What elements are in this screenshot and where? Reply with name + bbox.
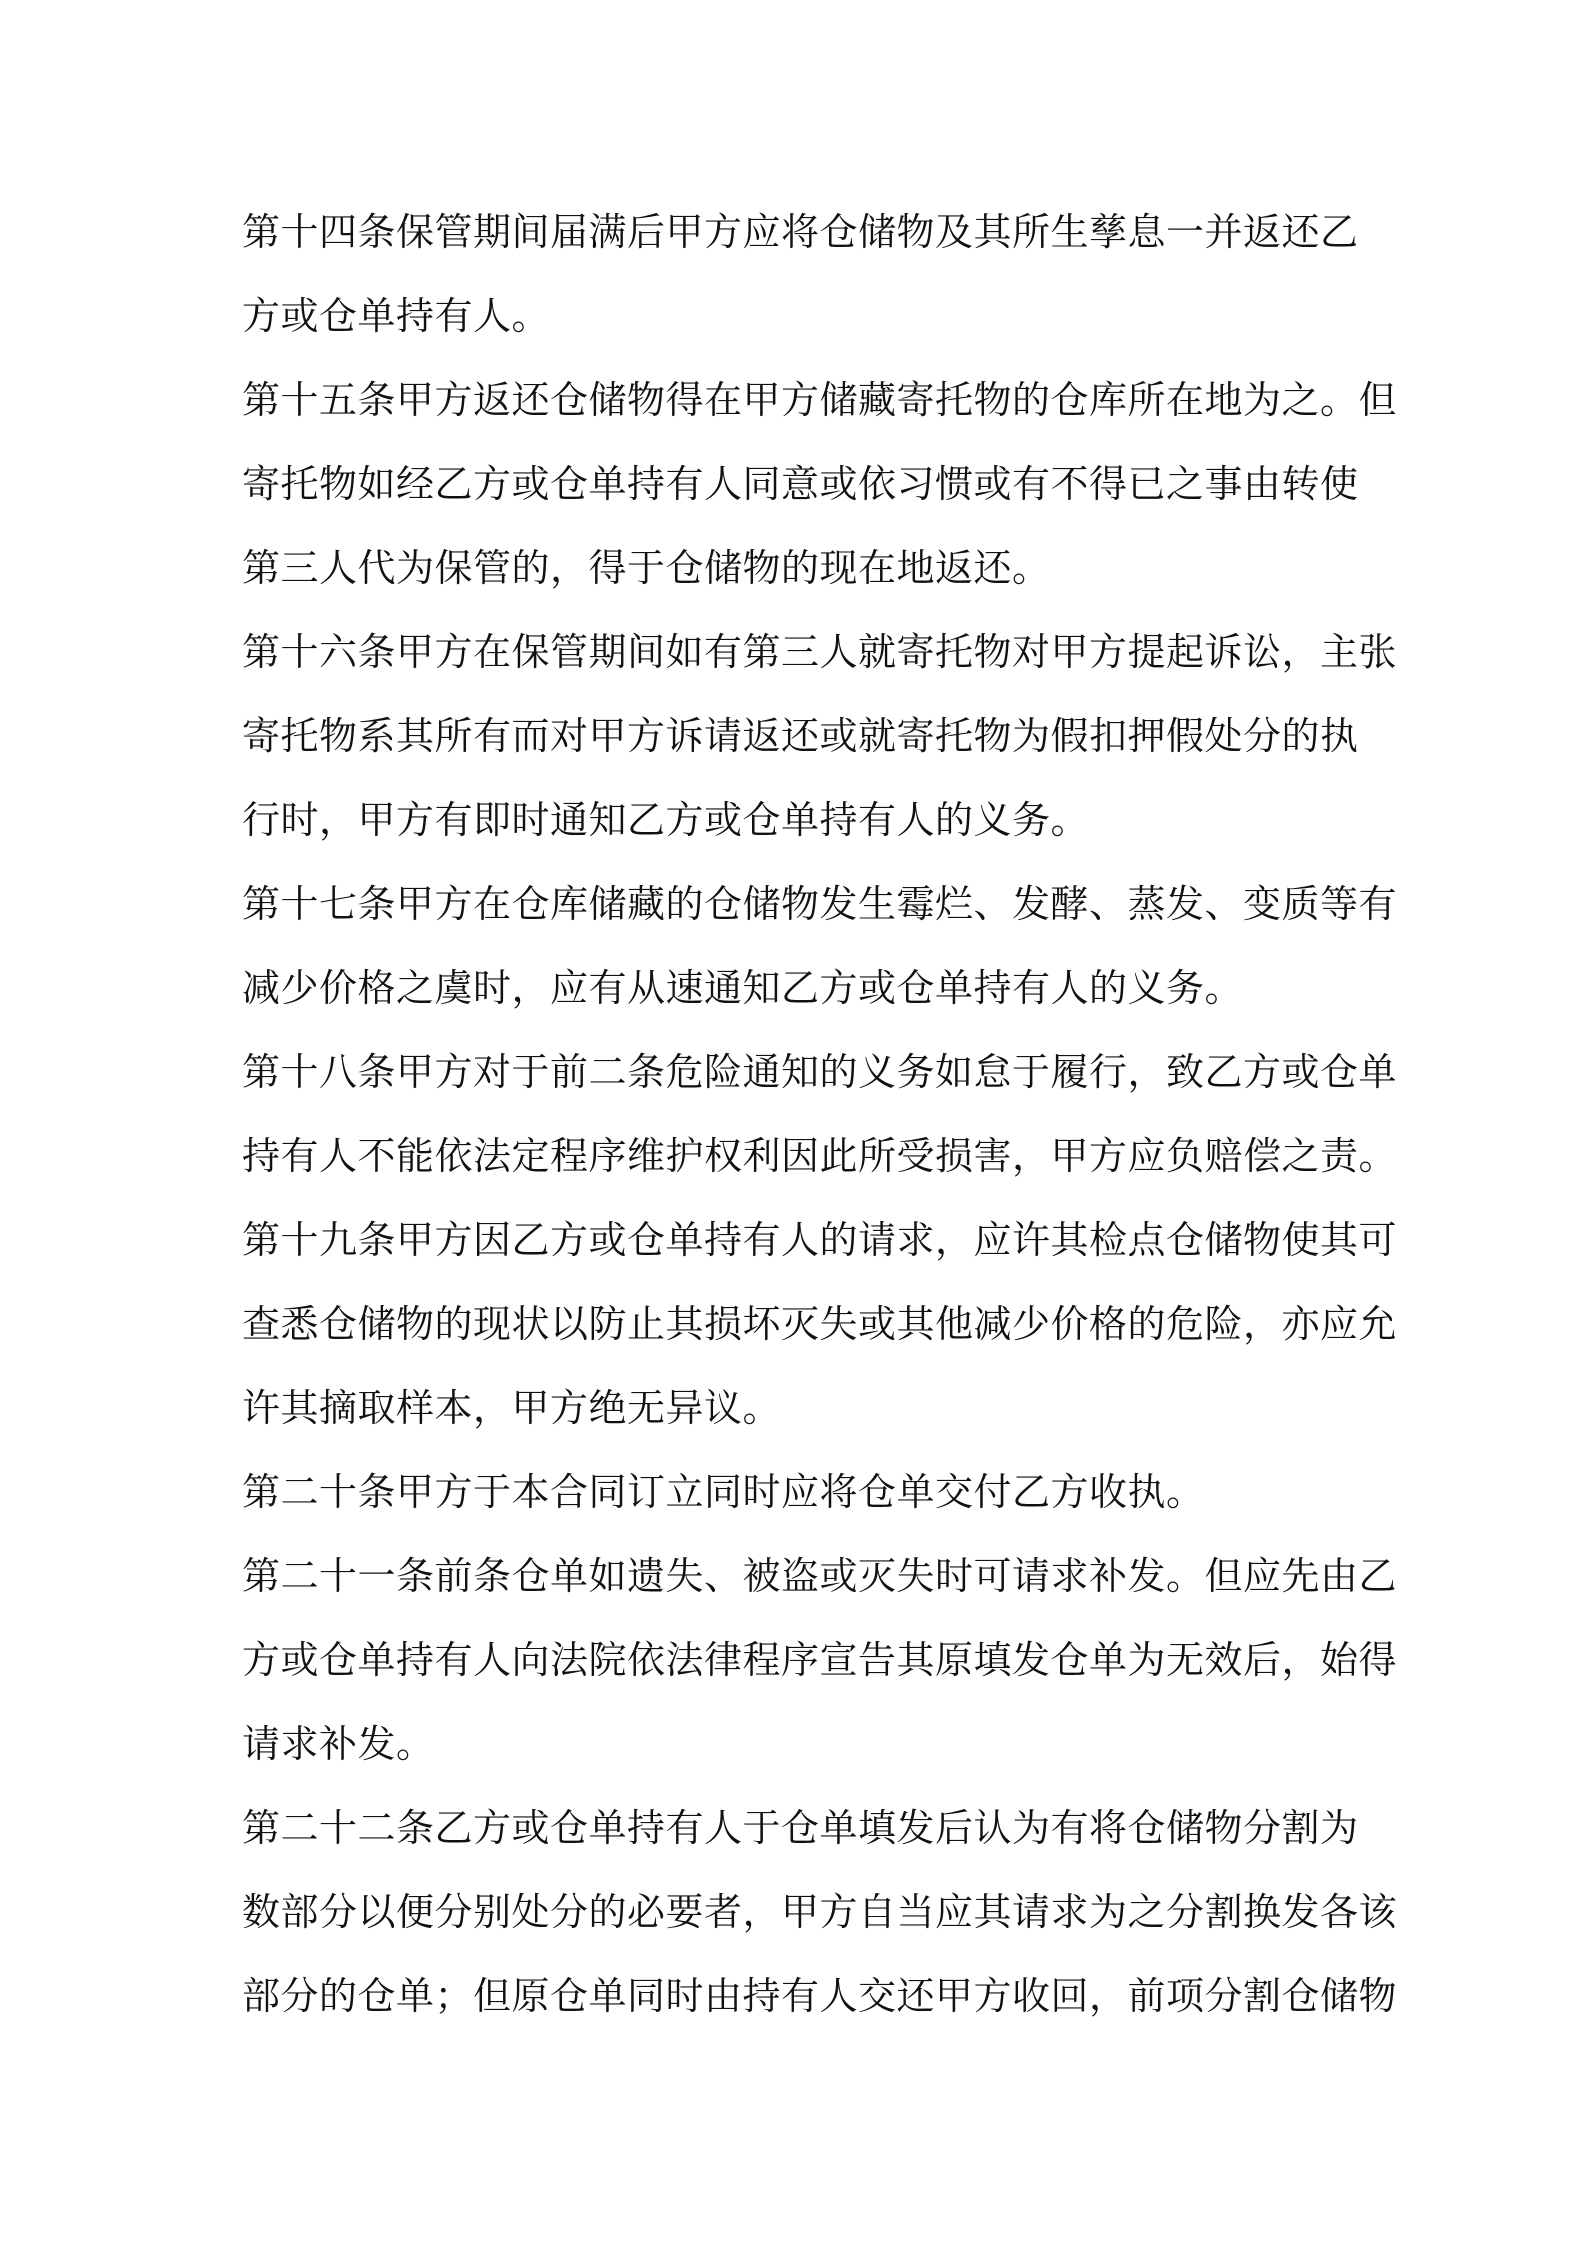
text-line: 寄托物系其所有而对甲方诉请返还或就寄托物为假扣押假处分的执 <box>242 714 1359 758</box>
text-line: 第十八条甲方对于前二条危险通知的义务如怠于履行，致乙方或仓单 <box>242 1050 1398 1094</box>
text-line: 第二十二条乙方或仓单持有人于仓单填发后认为有将仓储物分割为 <box>242 1806 1359 1850</box>
text-line: 请求补发。 <box>242 1722 435 1766</box>
text-line: 方或仓单持有人向法院依法律程序宣告其原填发仓单为无效后，始得 <box>242 1638 1398 1682</box>
text-line: 第十七条甲方在仓库储藏的仓储物发生霉烂、发酵、蒸发、变质等有 <box>242 882 1398 926</box>
text-line: 第十六条甲方在保管期间如有第三人就寄托物对甲方提起诉讼，主张 <box>242 630 1398 674</box>
text-line: 部分的仓单；但原仓单同时由持有人交还甲方收回，前项分割仓储物 <box>242 1974 1398 2018</box>
text-line: 持有人不能依法定程序维护权利因此所受损害，甲方应负赔偿之责。 <box>242 1134 1398 1178</box>
text-line: 行时，甲方有即时通知乙方或仓单持有人的义务。 <box>242 798 1090 842</box>
text-line: 减少价格之虞时，应有从速通知乙方或仓单持有人的义务。 <box>242 966 1244 1010</box>
text-line: 第三人代为保管的，得于仓储物的现在地返还。 <box>242 546 1051 590</box>
text-line: 第十四条保管期间届满后甲方应将仓储物及其所生孳息一并返还乙 <box>242 210 1359 254</box>
text-line: 第二十条甲方于本合同订立同时应将仓单交付乙方收执。 <box>242 1470 1205 1514</box>
text-line: 数部分以便分别处分的必要者，甲方自当应其请求为之分割换发各该 <box>242 1890 1398 1934</box>
text-line: 许其摘取样本，甲方绝无异议。 <box>242 1386 782 1430</box>
text-line: 查悉仓储物的现状以防止其损坏灭失或其他减少价格的危险，亦应允 <box>242 1302 1398 1346</box>
text-line: 方或仓单持有人。 <box>242 294 551 338</box>
text-line: 第十九条甲方因乙方或仓单持有人的请求，应许其检点仓储物使其可 <box>242 1218 1398 1262</box>
text-line: 第十五条甲方返还仓储物得在甲方储藏寄托物的仓库所在地为之。但 <box>242 378 1398 422</box>
text-line: 寄托物如经乙方或仓单持有人同意或依习惯或有不得已之事由转使 <box>242 462 1359 506</box>
document-body <box>242 190 1398 2038</box>
text-line: 第二十一条前条仓单如遗失、被盗或灭失时可请求补发。但应先由乙 <box>242 1554 1398 1598</box>
